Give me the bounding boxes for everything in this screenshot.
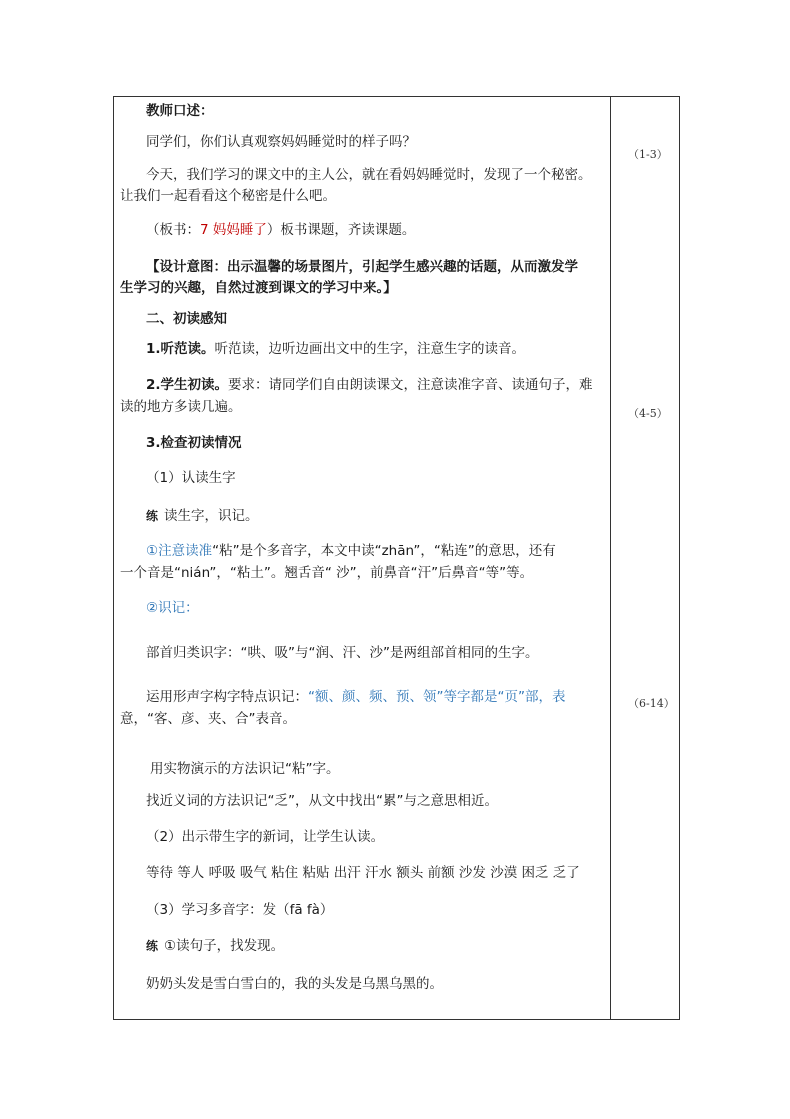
- item-read-label: 2.学生初读。: [146, 377, 229, 393]
- note-pronunciation: [146, 540, 556, 562]
- subitem-new-words: （2）出示带生字的新词，让学生认读。: [146, 829, 385, 845]
- board-suffix: ）板书课题，齐读课题。: [266, 222, 416, 238]
- practice-2-text: ①读句子，找发现。: [164, 938, 285, 954]
- time-label-3: （6-14）: [628, 697, 675, 710]
- synonym-method: 找近义词的方法识记“乏”，从文中找出“累”与之意思相近。: [146, 793, 498, 809]
- phonetic-semantic-label: 运用形声字构字特点识记：: [146, 689, 308, 705]
- item-listen-text: 听范读，边听边画出文中的生字，注意生字的读音。: [214, 341, 526, 357]
- subitem-polyphone: （3）学习多音字：发（fā fà）: [146, 902, 334, 918]
- board-title: 7 妈妈睡了: [200, 222, 267, 238]
- example-sentence: 奶奶头发是雪白雪白的，我的头发是乌黑乌黑的。: [146, 976, 443, 992]
- design-intent-1: 【设计意图：出示温馨的场景图片，引起学生感兴趣的话题，从而激发学: [146, 259, 578, 275]
- note-pronunciation-text: “粘”是个多音字，本文中读“zhān”，“粘连”的意思，还有: [212, 543, 556, 559]
- object-method: 用实物演示的方法识记“粘”字。: [150, 761, 340, 777]
- section-title-2: 二、初读感知: [146, 311, 227, 327]
- practice-icon: 练: [146, 509, 159, 523]
- time-label-1: （1-3）: [628, 148, 668, 161]
- note-pronunciation-line2: 一个音是“nián”，“粘土”。翘舌音“ 沙”，前鼻音“汗”后鼻音“等”等。: [120, 565, 534, 581]
- column-divider: [610, 96, 611, 1020]
- note-pronunciation-label: ①注意读准: [146, 543, 213, 559]
- item-read-text: 要求：请同学们自由朗读课文，注意读准字音、读通句子，难: [228, 377, 593, 393]
- practice-2: [146, 935, 284, 957]
- phonetic-semantic-text: “额、颜、频、预、领”等字都是“页”部，表: [308, 689, 566, 705]
- board-writing: [146, 219, 415, 241]
- section-heading: 教师口述：: [146, 103, 214, 119]
- radical-grouping: 部首归类识字：“哄、吸”与“润、汗、沙”是两组部首相同的生字。: [146, 645, 539, 661]
- paragraph-intro-1: 今天，我们学习的课文中的主人公，就在看妈妈睡觉时，发现了一个秘密。: [146, 167, 592, 183]
- paragraph-question: 同学们，你们认真观察妈妈睡觉时的样子吗？: [146, 134, 416, 150]
- item-listen-label: 1.听范读。: [146, 341, 215, 357]
- phonetic-semantic: [146, 686, 565, 708]
- subitem-characters: （1）认读生字: [146, 470, 236, 486]
- practice-1: [146, 505, 259, 527]
- item-check: 3.检查初读情况: [146, 435, 242, 451]
- board-prefix: （板书：: [146, 222, 200, 238]
- phonetic-semantic-line2: 意，“客、彦、夹、合”表音。: [120, 711, 296, 727]
- practice-1-text: 读生字，识记。: [164, 508, 259, 524]
- item-read-line2: 读的地方多读几遍。: [120, 399, 242, 415]
- design-intent-2: 生学习的兴趣，自然过渡到课文的学习中来。】: [120, 280, 397, 296]
- word-list: 等待 等人 呼吸 吸气 粘住 粘贴 出汗 汗水 额头 前额 沙发 沙漠 困乏 乏了: [146, 865, 580, 881]
- paragraph-intro-2: 让我们一起看看这个秘密是什么吧。: [120, 188, 336, 204]
- practice-icon: 练: [146, 939, 159, 953]
- time-label-2: （4-5）: [628, 407, 668, 420]
- item-read: [146, 374, 593, 396]
- note-memorize: ②识记：: [146, 600, 199, 616]
- item-listen: [146, 338, 525, 360]
